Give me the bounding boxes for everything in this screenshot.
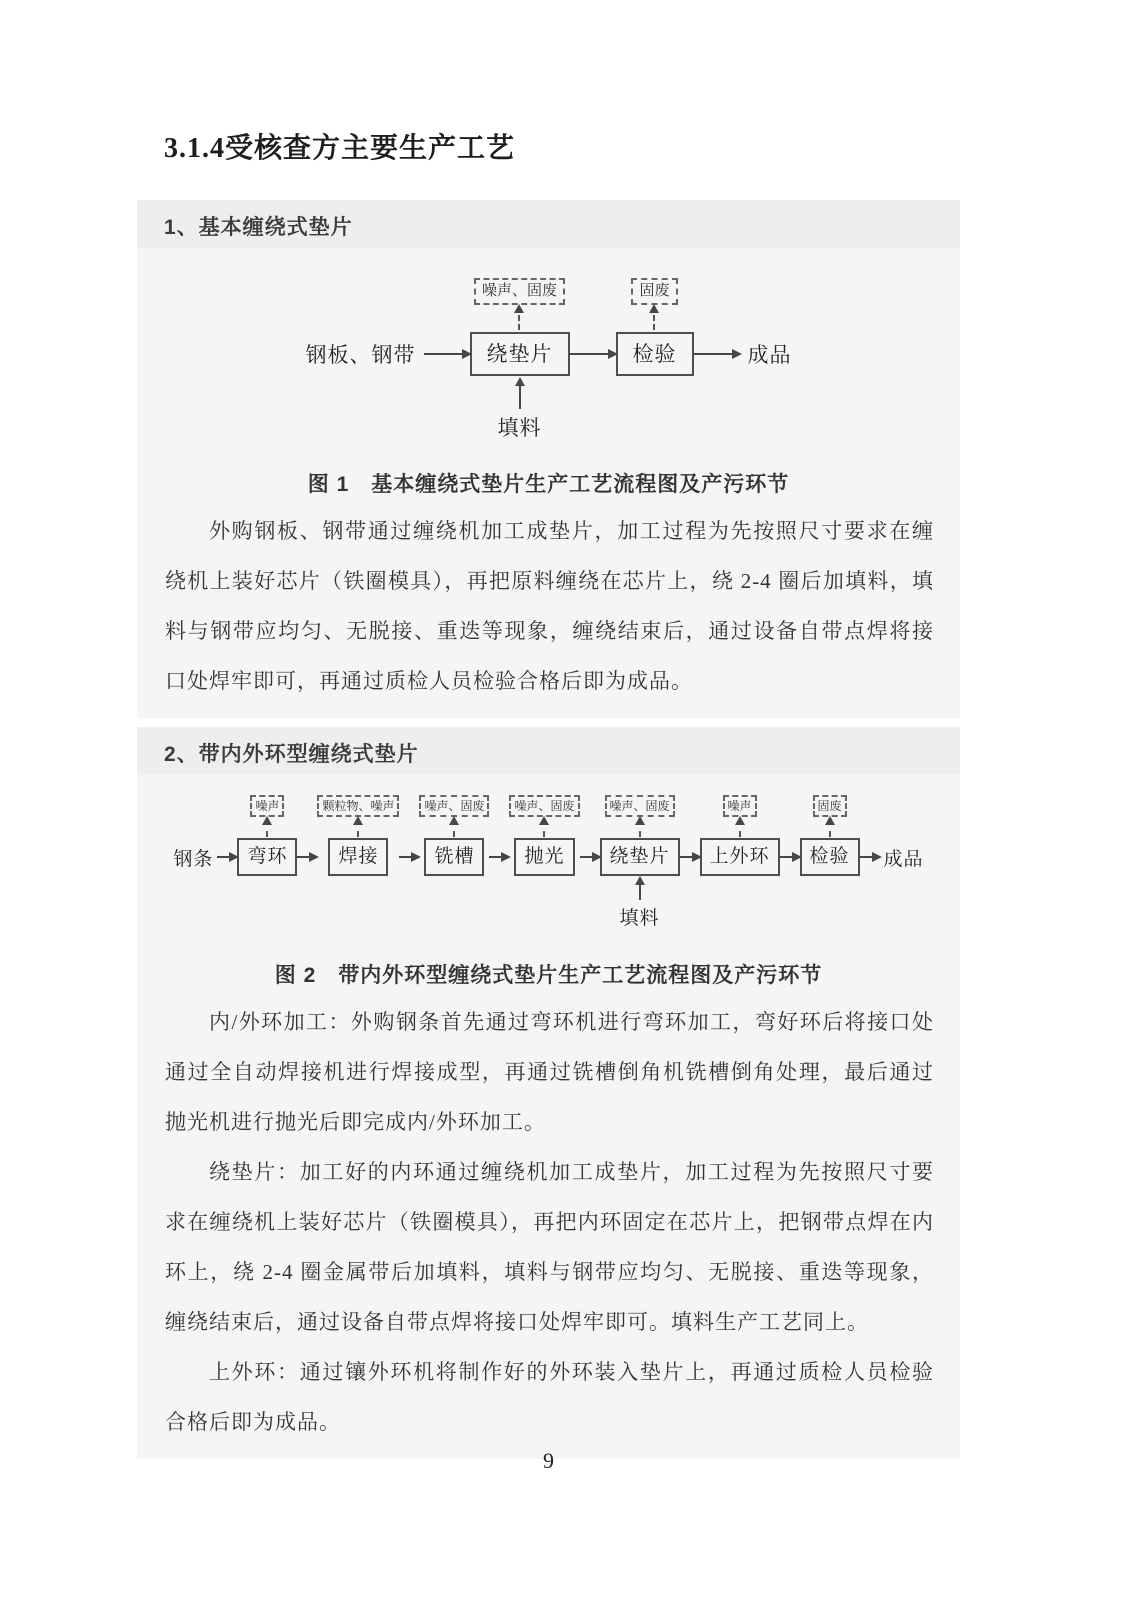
- flow-column-mid: [694, 330, 740, 378]
- section-basic-wound-gasket: [137, 200, 960, 718]
- flow-column-mid: [514, 837, 574, 877]
- flow-column: [419, 783, 489, 935]
- flow-column-top: [631, 272, 677, 330]
- input-arrow-icon: [519, 379, 521, 409]
- process-step-box: 上外环: [700, 838, 780, 876]
- process-step-box: 绕垫片: [600, 838, 680, 876]
- pollutant-arrow-icon: [357, 818, 359, 837]
- flow-column-top: [813, 783, 847, 837]
- flow-column-top: [723, 783, 757, 837]
- flow-column-mid: [237, 837, 297, 877]
- pollutant-box: 噪声: [723, 795, 757, 817]
- flow-column-mid: [740, 330, 800, 378]
- flow-arrow-icon: [694, 353, 740, 355]
- pollutant-arrow-icon: [639, 818, 641, 837]
- flow-column-top: [317, 783, 399, 837]
- flow-arrow-icon: [680, 856, 700, 858]
- flow-column-top: [605, 783, 675, 837]
- input-label: 填料: [619, 908, 660, 929]
- flow-column: [880, 783, 928, 935]
- flow-column: [470, 272, 570, 444]
- pollutant-box: 固废: [631, 278, 677, 305]
- flow-sink-label: 成品: [747, 343, 792, 367]
- flow-column: [424, 272, 470, 444]
- flow-column-mid: [580, 837, 600, 877]
- pollutant-arrow-icon: [518, 306, 520, 330]
- flow-arrow-icon: [860, 856, 880, 858]
- flow-column: [489, 783, 509, 935]
- flow-arrow-icon: [424, 353, 470, 355]
- input-label: 填料: [497, 416, 542, 440]
- flow-column: [800, 783, 860, 935]
- flow-column: [217, 783, 237, 935]
- flow-column-mid: [780, 837, 800, 877]
- flow-column: [700, 783, 780, 935]
- flow-arrow-icon: [580, 856, 600, 858]
- input-arrow-icon: [639, 878, 641, 900]
- pollutant-arrow-icon: [739, 818, 741, 837]
- flow-column-top: [474, 272, 565, 330]
- flow-column: [399, 783, 419, 935]
- flow-arrow-icon: [217, 856, 237, 858]
- pollutant-box: 噪声、固废: [605, 795, 675, 817]
- flow-column: [616, 272, 694, 444]
- process-step-box: 铣槽: [424, 838, 484, 876]
- flow-arrow-icon: [570, 353, 616, 355]
- flow-column-mid: [217, 837, 237, 877]
- flow-column: [297, 783, 317, 935]
- process-step-box: 抛光: [514, 838, 574, 876]
- flow-column: [509, 783, 579, 935]
- flow-column-mid: [860, 837, 880, 877]
- flow-arrow-icon: [399, 856, 419, 858]
- flow-column-mid: [328, 837, 388, 877]
- flow-column-top: [509, 783, 579, 837]
- flow-column-mid: [700, 837, 780, 877]
- section-2-heading: 2、带内外环型缠绕式垫片: [137, 727, 960, 775]
- flow-column-mid: [616, 330, 694, 378]
- flow-column-mid: [470, 330, 570, 378]
- pollutant-box: 颗粒物、噪声: [317, 795, 399, 817]
- flow-column: [298, 272, 424, 444]
- flow-column-top: [250, 783, 284, 837]
- section-inner-outer-ring-gasket: [137, 727, 960, 1459]
- flow-column: [860, 783, 880, 935]
- flow-column-mid: [297, 837, 317, 877]
- pollutant-arrow-icon: [653, 306, 655, 330]
- flow-diagram-1: [137, 272, 960, 444]
- flow-column-mid: [169, 837, 217, 877]
- flow-column-mid: [800, 837, 860, 877]
- page-content: [137, 200, 960, 1459]
- flow-column: [694, 272, 740, 444]
- flow-diagram-2: [137, 783, 960, 935]
- flow-arrow-icon: [297, 856, 317, 858]
- figure-2-caption: 图 2 带内外环型缠绕式垫片生产工艺流程图及产污环节: [274, 964, 823, 987]
- flow-arrow-icon: [489, 856, 509, 858]
- process-step-box: 焊接: [328, 838, 388, 876]
- flow-column: [317, 783, 399, 935]
- flow-column-bottom: [620, 877, 660, 935]
- flow-column-mid: [680, 837, 700, 877]
- flow-column: [740, 272, 800, 444]
- flow-column: [600, 783, 680, 935]
- pollutant-arrow-icon: [829, 818, 831, 837]
- section-1-bottom-padding: [137, 706, 960, 718]
- section-1-heading: 1、基本缠绕式垫片: [137, 200, 960, 248]
- section-2-paragraph-2: 绕垫片：加工好的内环通过缠绕机加工成垫片，加工过程为先按照尺寸要求在缠绕机上装好芯片（铁圈模具），再把内环固定在芯片上，把钢带点焊在内环上，绕 2-4 圈金属带后加填料，填料与钢带应均匀、无脱接、重迭等现象，缠绕结束后，通过设备自带点焊将接口处焊牢即可。填料生产工艺同上。: [165, 1160, 934, 1334]
- flow-column-mid: [298, 330, 424, 378]
- pollutant-arrow-icon: [453, 818, 455, 837]
- process-step-box: 绕垫片: [470, 332, 570, 376]
- flow-column-bottom: [498, 378, 542, 444]
- flow-column: [580, 783, 600, 935]
- flow-column-mid: [570, 330, 616, 378]
- pollutant-box: 噪声: [250, 795, 284, 817]
- flow-column: [570, 272, 616, 444]
- page-title: 3.1.4受核查方主要生产工艺: [164, 133, 516, 164]
- flow-column: [237, 783, 297, 935]
- process-step-box: 弯环: [237, 838, 297, 876]
- pollutant-arrow-icon: [266, 818, 268, 837]
- pollutant-box: 固废: [813, 795, 847, 817]
- flow-column: [780, 783, 800, 935]
- flow-column-mid: [424, 330, 470, 378]
- figure-1-caption: 图 1 基本缠绕式垫片生产工艺流程图及产污环节: [307, 473, 790, 496]
- flow-column: [169, 783, 217, 935]
- flow-sink-label: 成品: [883, 848, 924, 870]
- section-2-paragraph-1: 内/外环加工：外购钢条首先通过弯环机进行弯环加工，弯好环后将接口处通过全自动焊接机进行焊接成型，再通过铣槽倒角机铣槽倒角处理，最后通过抛光机进行抛光后即完成内/外环加工。: [165, 1010, 934, 1134]
- flow-column-top: [419, 783, 489, 837]
- process-step-box: 检验: [616, 332, 694, 376]
- flow-column-mid: [399, 837, 419, 877]
- flow-column-mid: [424, 837, 484, 877]
- flow-column-mid: [880, 837, 928, 877]
- pollutant-box: 噪声、固废: [509, 795, 579, 817]
- process-step-box: 检验: [800, 838, 860, 876]
- section-2-paragraph-3: 上外环：通过镶外环机将制作好的外环装入垫片上，再通过质检人员检验合格后即为成品。: [165, 1360, 934, 1434]
- flow-source-label: 钢板、钢带: [305, 343, 416, 367]
- flow-source-label: 钢条: [173, 848, 214, 870]
- flow-column-mid: [600, 837, 680, 877]
- pollutant-box: 噪声、固废: [419, 795, 489, 817]
- pollutant-arrow-icon: [543, 818, 545, 837]
- pollutant-box: 噪声、固废: [474, 278, 565, 305]
- page-number: 9: [543, 1448, 554, 1473]
- flow-column-mid: [489, 837, 509, 877]
- flow-arrow-icon: [780, 856, 800, 858]
- section-1-paragraph: 外购钢板、钢带通过缠绕机加工成垫片，加工过程为先按照尺寸要求在缠绕机上装好芯片（铁圈模具），再把原料缠绕在芯片上，绕 2-4 圈后加填料，填料与钢带应均匀、无脱接、重迭等现象，缠绕结束后，通过设备自带点焊将接口处焊牢即可，再通过质检人员检验合格后即为成品。: [165, 519, 934, 693]
- flow-column: [680, 783, 700, 935]
